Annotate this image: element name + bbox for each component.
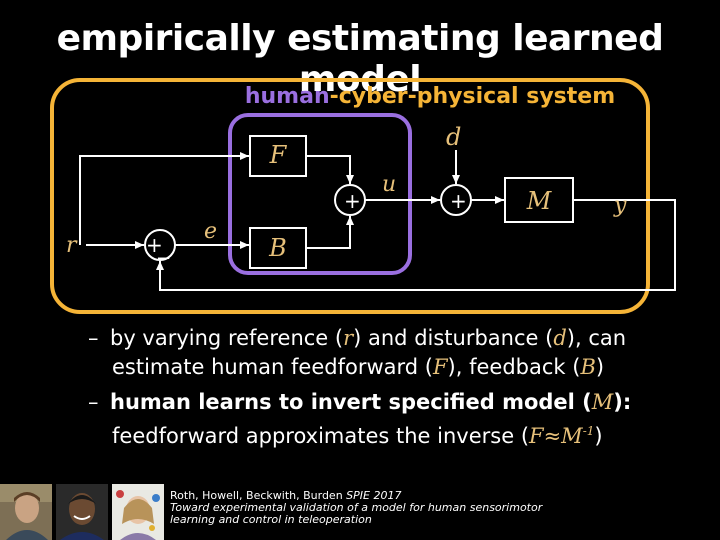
bullet-text: feedforward approximates the inverse (: [112, 424, 530, 448]
bullet-text: ):: [613, 390, 632, 414]
symbol-f-approx-m: F≈M: [529, 424, 583, 448]
bullet-text: estimate human feedforward (: [112, 355, 433, 379]
system-label-rest: -cyber-physical system: [329, 84, 616, 109]
citation: [170, 490, 650, 526]
b-to-sum-line: [306, 216, 350, 248]
symbol-inverse-exponent: -1: [582, 424, 595, 438]
sum1-plus-sign: +: [146, 233, 163, 257]
label-d: d: [446, 123, 462, 151]
label-e: e: [204, 219, 218, 244]
bullet-dash: –: [88, 326, 99, 350]
bullet-line-2: [88, 353, 698, 382]
citation-venue: SPIE 2017: [346, 489, 402, 502]
bullet-text: ): [594, 424, 603, 448]
sum1-minus-sign: −: [156, 248, 172, 269]
author-photo-3: [112, 484, 164, 540]
label-b: B: [269, 234, 287, 262]
bullet-text: by varying reference (: [110, 326, 344, 350]
bullet-estimation: [88, 324, 698, 382]
label-r: r: [66, 233, 77, 258]
bullet-text: human learns to invert specified model (: [110, 390, 592, 414]
citation-authors: Roth, Howell, Beckwith, Burden: [170, 489, 347, 502]
bullet-text: ), can: [566, 326, 627, 350]
bullet-text: ) and disturbance (: [353, 326, 554, 350]
label-m: M: [526, 187, 552, 215]
bullet-line-2: [88, 417, 698, 451]
label-f: F: [269, 141, 287, 169]
sum3-plus-sign: +: [450, 189, 467, 213]
bullet-text: ): [595, 355, 605, 379]
citation-title-line-2: learning and control in teleoperation: [170, 513, 372, 526]
symbol-m: M: [591, 390, 614, 414]
bullet-list: [88, 324, 698, 457]
sum2-plus-sign: +: [344, 189, 361, 213]
bullet-dash: –: [88, 390, 99, 414]
slide-title: empirically estimating learned model: [56, 18, 664, 100]
bullet-inversion: [88, 388, 698, 451]
system-label-human: human: [244, 84, 330, 109]
symbol-f: F: [432, 355, 448, 379]
system-label: [245, 84, 615, 109]
label-u: u: [382, 172, 397, 197]
f-to-sum-line: [306, 156, 350, 184]
citation-title-line-1: Toward experimental validation of a model for human sensorimotor: [170, 501, 543, 514]
symbol-b: B: [580, 355, 596, 379]
symbol-d: d: [553, 326, 567, 350]
author-photo-2: [56, 484, 108, 540]
bullet-text: ), feedback (: [447, 355, 581, 379]
symbol-r: r: [343, 326, 354, 350]
label-y: y: [614, 193, 627, 218]
author-photo-1: [0, 484, 52, 540]
